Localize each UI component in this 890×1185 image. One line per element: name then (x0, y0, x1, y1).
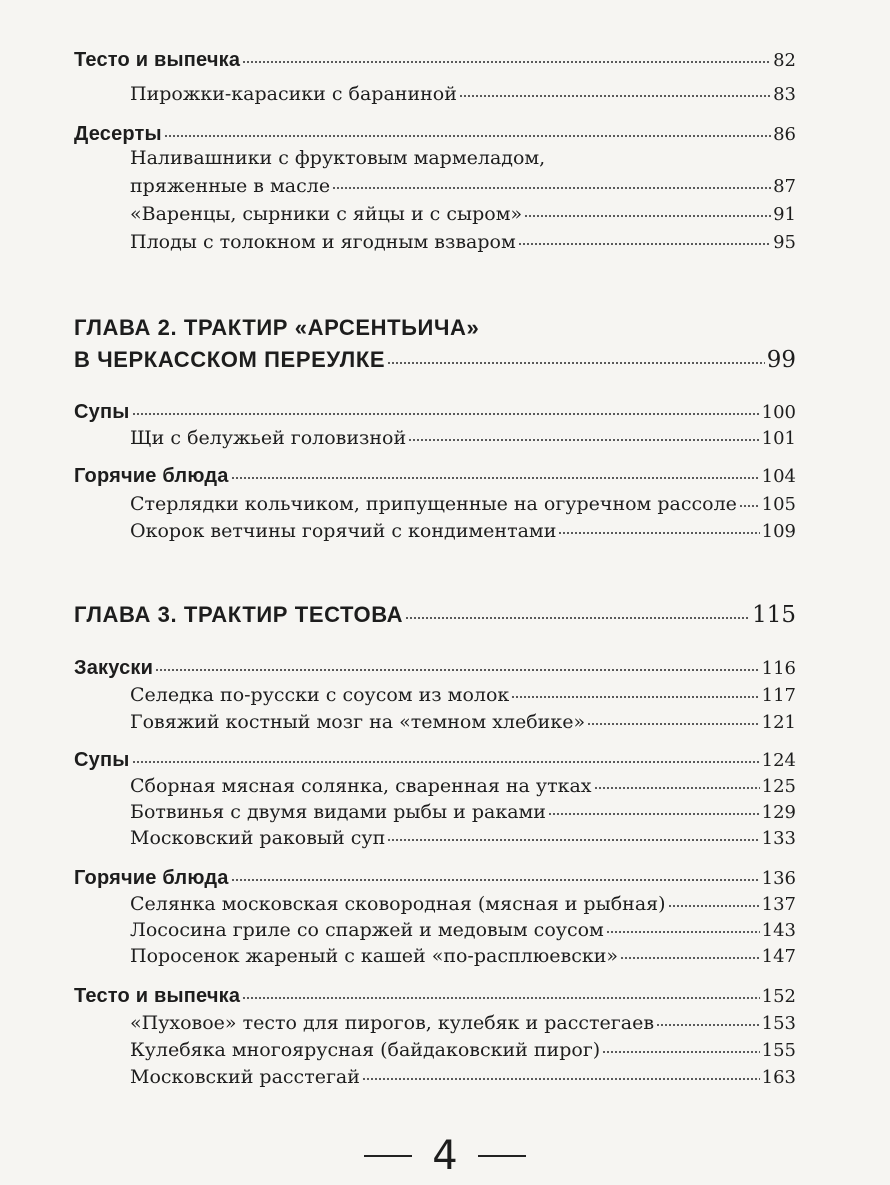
leader-dots (524, 214, 771, 218)
toc-entry[interactable] (130, 826, 796, 851)
entry-title: Кулебяка многоярусная (байдаковский пирог) (130, 1039, 601, 1061)
page-number: 136 (761, 868, 796, 889)
page-number: 109 (761, 521, 796, 542)
toc-section-heading[interactable] (74, 48, 796, 73)
page-number: 124 (761, 750, 796, 771)
page-number: 125 (761, 776, 796, 797)
toc-entry[interactable] (130, 892, 796, 917)
page-number: 86 (773, 124, 796, 145)
entry-title: Пирожки-карасики с бараниной (130, 83, 457, 105)
toc-section-heading[interactable] (74, 122, 796, 147)
toc-entry[interactable] (130, 519, 796, 544)
page-number: 101 (761, 428, 796, 449)
entry-title: Сборная мясная солянка, сваренная на утках (130, 775, 592, 797)
leader-dots (231, 878, 760, 882)
toc-chapter-heading[interactable] (74, 346, 796, 374)
entry-title: Говяжий костный мозг на «темном хлебике» (130, 711, 586, 733)
toc-entry[interactable] (130, 230, 796, 255)
chapter-title: В ЧЕРКАССКОМ ПЕРЕУЛКЕ (74, 347, 386, 372)
page-number: 137 (761, 894, 796, 915)
leader-dots (548, 812, 760, 816)
chapter-title-line: ГЛАВА 2. ТРАКТИР «АРСЕНТЬИЧА» (74, 315, 480, 340)
folio-dash-left (364, 1155, 412, 1157)
page-number: 163 (761, 1067, 796, 1088)
leader-dots (132, 760, 760, 764)
toc-entry[interactable] (130, 944, 796, 969)
toc-entry[interactable] (130, 800, 796, 825)
section-title: Тесто и выпечка (74, 49, 241, 71)
leader-dots (164, 134, 771, 138)
toc-chapter-heading[interactable] (74, 601, 796, 629)
entry-title: «Пуховое» тесто для пирогов, кулебяк и расстегаев (130, 1012, 655, 1034)
toc-entry[interactable] (130, 174, 796, 199)
page-number: 83 (773, 84, 796, 105)
leader-dots (408, 438, 759, 442)
page-number: 105 (761, 494, 796, 515)
page-number: 100 (761, 402, 796, 423)
entry-title: «Варенцы, сырники с яйцы и с сыром» (130, 203, 523, 225)
entry-title: Селянка московская сковородная (мясная и рыбная) (130, 893, 666, 915)
toc-entry[interactable] (130, 918, 796, 943)
entry-title: Окорок ветчины горячий с кондиментами (130, 520, 557, 542)
page-number: 152 (761, 986, 796, 1007)
entry-title: Щи с белужьей головизной (130, 427, 407, 449)
leader-dots (620, 956, 760, 960)
page-number: 115 (752, 602, 796, 628)
leader-dots (518, 242, 771, 246)
section-title: Супы (74, 749, 130, 771)
page-number: 104 (761, 466, 796, 487)
leader-dots (602, 1050, 759, 1054)
section-title: Десерты (74, 123, 162, 145)
section-title: Закуски (74, 657, 154, 679)
entry-title: Стерлядки кольчиком, припущенные на огуречном рассоле (130, 493, 737, 515)
leader-dots (332, 186, 771, 190)
toc-entry[interactable] (130, 1038, 796, 1063)
page-number: 121 (761, 712, 796, 733)
toc-section-heading[interactable] (74, 866, 796, 891)
chapter-title: ГЛАВА 3. ТРАКТИР ТЕСТОВА (74, 602, 404, 627)
section-title: Горячие блюда (74, 465, 229, 487)
leader-dots (459, 94, 771, 98)
leader-dots (656, 1023, 760, 1027)
page-number: 143 (761, 920, 796, 941)
page-number: 153 (761, 1013, 796, 1034)
toc-entry[interactable] (130, 774, 796, 799)
toc-entry[interactable] (130, 710, 796, 735)
page-number: 117 (761, 685, 796, 706)
section-title: Тесто и выпечка (74, 985, 241, 1007)
leader-dots (362, 1077, 760, 1081)
page-number: 129 (761, 802, 796, 823)
leader-dots (511, 695, 759, 699)
page-number: 99 (766, 347, 796, 373)
leader-dots (242, 60, 771, 64)
toc-entry[interactable] (130, 202, 796, 227)
leader-dots (668, 904, 760, 908)
leader-dots (231, 476, 760, 480)
toc-entry[interactable] (130, 683, 796, 708)
page-number: 82 (773, 50, 796, 71)
toc-entry[interactable] (130, 426, 796, 451)
entry-title: пряженные в масле (130, 175, 331, 197)
page-number: 116 (761, 658, 796, 679)
entry-title: Московский раковый суп (130, 827, 386, 849)
toc-entry[interactable] (130, 1011, 796, 1036)
toc-entry[interactable] (130, 82, 796, 107)
toc-section-heading[interactable] (74, 748, 796, 773)
entry-title: Поросенок жареный с кашей «по-расплюевски» (130, 945, 619, 967)
leader-dots (405, 616, 750, 620)
folio-dash-right (478, 1155, 526, 1157)
section-title: Горячие блюда (74, 867, 229, 889)
entry-title: Лососина гриле со спаржей и медовым соусом (130, 919, 604, 941)
leader-dots (387, 838, 759, 842)
leader-dots (739, 504, 760, 508)
leader-dots (242, 996, 759, 1000)
leader-dots (587, 722, 760, 726)
toc-entry[interactable] (130, 1065, 796, 1090)
toc-entry[interactable] (130, 492, 796, 517)
section-title: Супы (74, 401, 130, 423)
page-number: 91 (773, 204, 796, 225)
page-number: 155 (761, 1040, 796, 1061)
page-number: 87 (773, 176, 796, 197)
toc-section-heading[interactable] (74, 400, 796, 425)
leader-dots (155, 668, 760, 672)
leader-dots (132, 412, 760, 416)
page-folio (0, 1132, 890, 1180)
toc-section-heading[interactable] (74, 656, 796, 681)
page-number: 147 (761, 946, 796, 967)
leader-dots (606, 930, 760, 934)
toc-section-heading[interactable] (74, 984, 796, 1009)
leader-dots (387, 361, 765, 365)
entry-title: Московский расстегай (130, 1066, 360, 1088)
page-folio-number: 4 (432, 1133, 458, 1179)
entry-title: Селедка по-русски с соусом из молок (130, 684, 510, 706)
toc-section-heading[interactable] (74, 464, 796, 489)
leader-dots (594, 786, 760, 790)
entry-title: Плоды с толокном и ягодным взваром (130, 231, 516, 253)
entry-title-line: Наливашники с фруктовым мармеладом, (130, 147, 546, 169)
entry-title: Ботвинья с двумя видами рыбы и раками (130, 801, 546, 823)
page-number: 133 (761, 828, 796, 849)
page-number: 95 (773, 232, 796, 253)
leader-dots (558, 531, 759, 535)
